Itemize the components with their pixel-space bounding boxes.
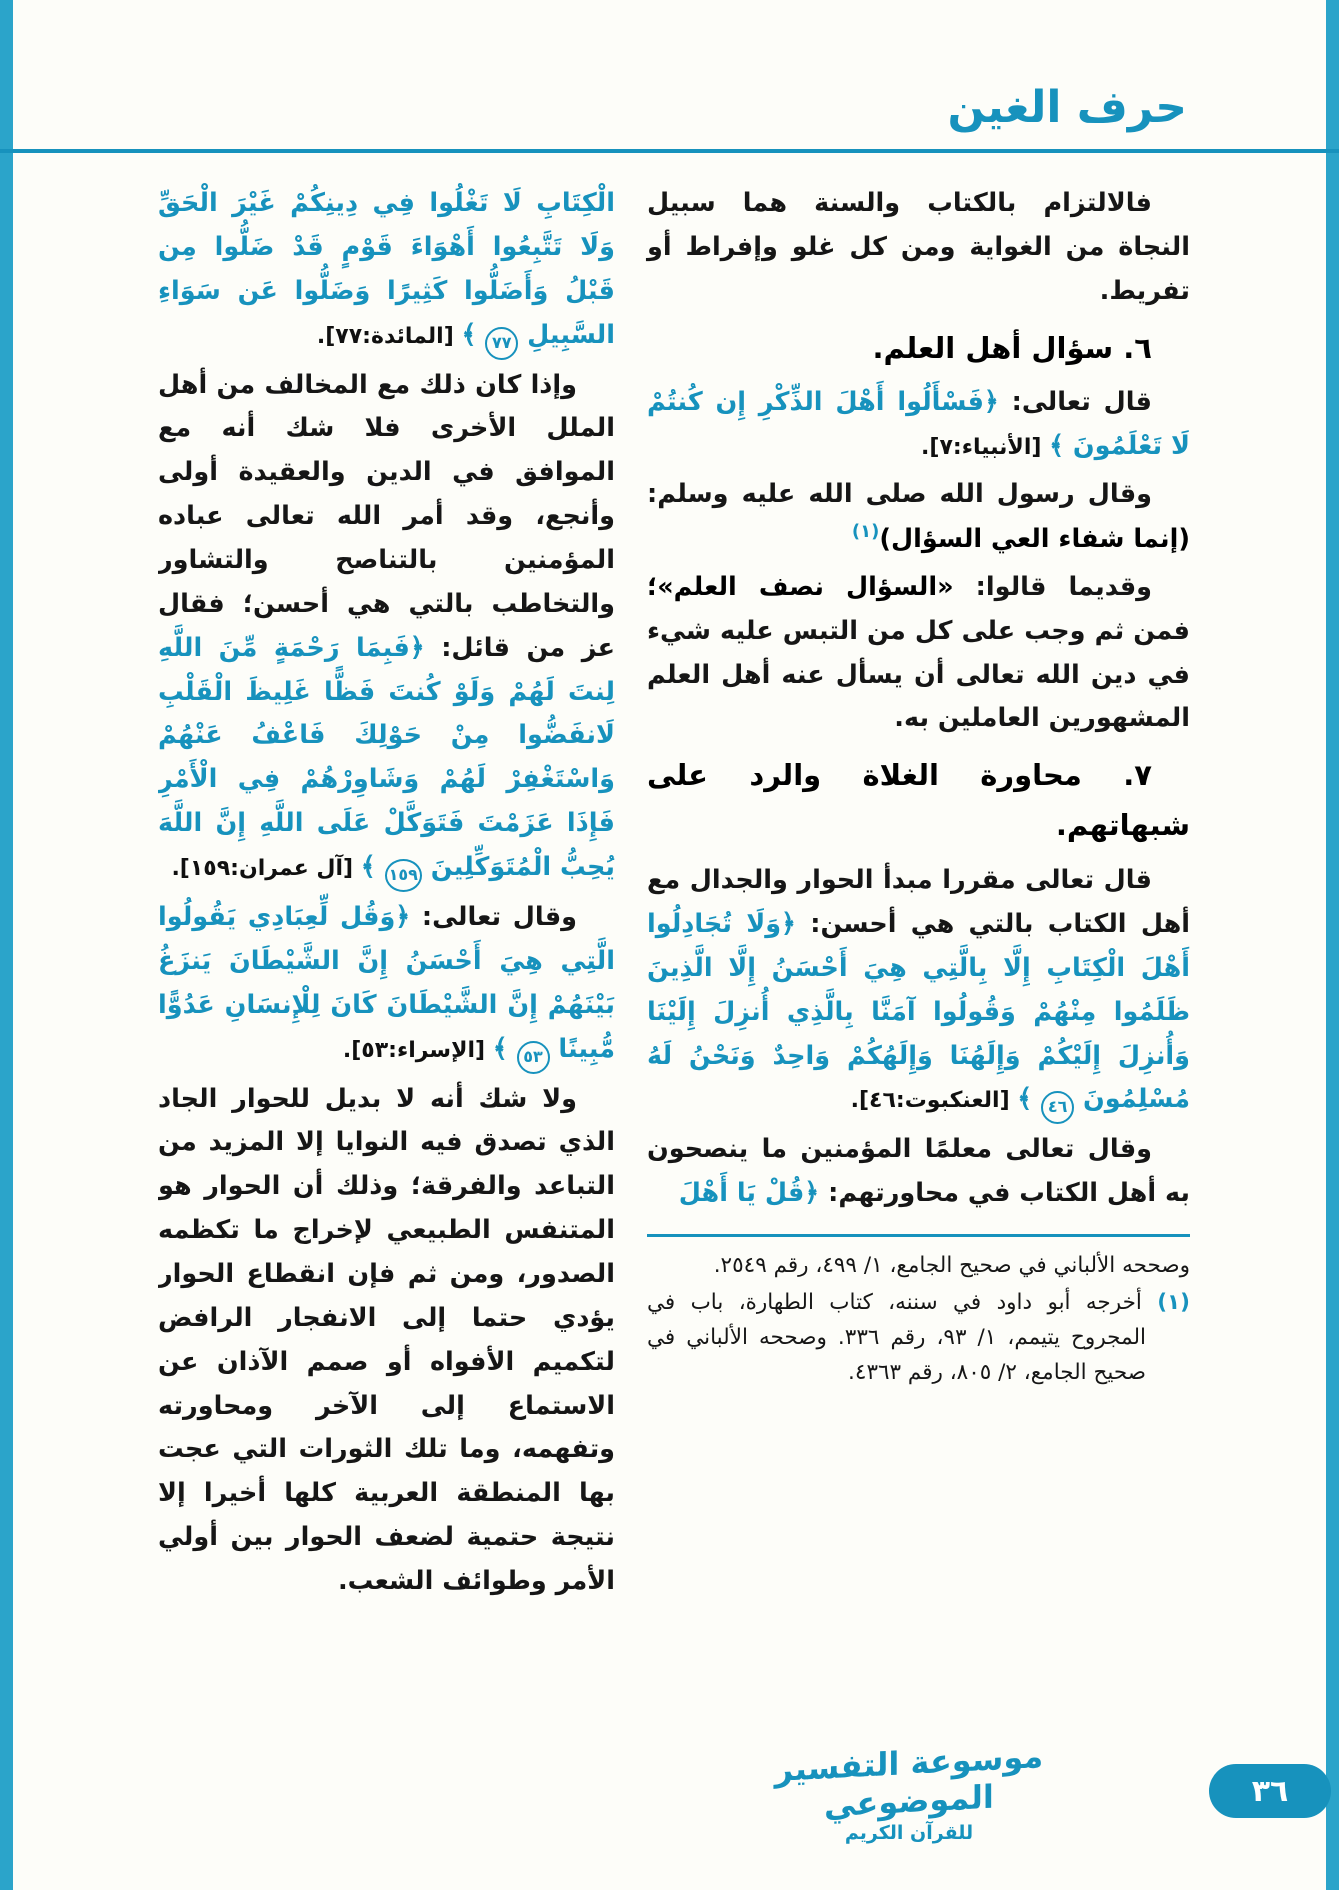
footnote-marker: (١): [1157, 1289, 1190, 1315]
chapter-title: حرف الغين: [947, 82, 1187, 133]
verse-reference: [آل عمران:١٥٩].: [171, 856, 361, 882]
section-heading: ٧. محاورة الغلاة والرد على شبهاتهم.: [647, 758, 1190, 843]
publisher-logo-title: موسوعة التفسير الموضوعي: [774, 1736, 1044, 1825]
body-text: وقال تعالى:: [410, 902, 577, 933]
ayah-number: ٥٣: [517, 1041, 550, 1074]
body-text: وإذا كان ذلك مع المخالف من أهل الملل الأخرى فلا شك أنه مع الموافق في الدين والعقيدة أولى وأنجع، وقد أمر الله تعالى عباده المؤمنين بالتناصح والتشاور والتخاطب بالتي هي أحسن؛ فقال عز من قائل:: [158, 369, 615, 663]
left-column: [158, 182, 615, 1757]
page-edge-left-decoration: [0, 0, 13, 1890]
quran-quote: ﴿وَقُل لِّعِبَادِي يَقُولُوا الَّتِي هِيَ أَحْسَنُ إِنَّ الشَّيْطَانَ يَنزَغُ بَيْنَهُمْ إِنَّ الشَّيْطَانَ كَانَ لِلْإِنسَانِ عَدُوًّا مُّبِينًا: [158, 902, 615, 1064]
paragraph: [647, 381, 1190, 469]
publisher-logo-subtitle: للقرآن الكريم: [844, 1822, 974, 1844]
paragraph: [158, 1078, 615, 1604]
quran-quote-close: ﴾: [492, 1033, 517, 1064]
verse-reference: [الإسراء:٥٣].: [342, 1037, 493, 1063]
footnote-continuation: وصححه الألباني في صحيح الجامع، ١/ ٤٩٩، رقم ٢٥٤٩.: [713, 1253, 1190, 1279]
quran-quote-close: ﴾: [360, 852, 385, 883]
quran-quote: ﴿فَسْأَلُوا أَهْلَ الذِّكْرِ إِن كُنتُمْ لَا تَعْلَمُونَ ﴾: [647, 387, 1190, 462]
paragraph: [647, 182, 1190, 314]
ayah-number: ٤٦: [1041, 1091, 1074, 1124]
right-column: [647, 182, 1190, 1757]
hadith-text: (إنما شفاء العي السؤال): [879, 524, 1190, 555]
header-divider: [0, 149, 1339, 153]
paragraph: [647, 566, 1190, 741]
footnotes: [647, 1249, 1190, 1390]
quran-quote: ﴿وَلَا تُجَادِلُوا أَهْلَ الْكِتَابِ إِلَّا بِالَّتِي هِيَ أَحْسَنُ إِلَّا الَّذِينَ ظَلَمُوا مِنْهُمْ وَقُولُوا آمَنَّا بِالَّذِي أُنزِلَ إِلَيْنَا وَأُنزِلَ إِلَيْكُمْ وَإِلَهُنَا وَإِلَهُكُمْ وَاحِدٌ وَنَحْنُ لَهُ مُسْلِمُونَ: [647, 908, 1190, 1115]
footnote-text: أخرجه أبو داود في سننه، كتاب الطهارة، باب في المجروح يتيمم، ١/ ٩٣، رقم ٣٣٦. وصححه الألباني في صحيح الجامع، ٢/ ٨٠٥، رقم ٤٣٦٣.: [647, 1289, 1158, 1385]
footnote-divider: [647, 1234, 1190, 1237]
body-text: قال تعالى مقررا مبدأ الحوار والجدال مع أهل الكتاب بالتي هي أحسن:: [647, 865, 1190, 939]
footnote: [647, 1286, 1190, 1390]
body-text: قال تعالى:: [998, 387, 1152, 418]
footnote-reference: (١): [851, 521, 880, 543]
quoted-saying: «السؤال نصف العلم»؛: [647, 571, 954, 602]
ayah-number: ٧٧: [485, 327, 518, 360]
body-text: وقال رسول الله صلى الله عليه وسلم:: [647, 479, 1152, 510]
body-text: فالالتزام بالكتاب والسنة هما سبيل النجاة من الغواية ومن كل غلو وإفراط أو تفريط.: [647, 188, 1190, 306]
quran-quote: ﴿فَبِمَا رَحْمَةٍ مِّنَ اللَّهِ لِنتَ لَهُمْ وَلَوْ كُنتَ فَظًّا غَلِيظَ الْقَلْبِ لَانفَضُّوا مِنْ حَوْلِكَ فَاعْفُ عَنْهُمْ وَاسْتَغْفِرْ لَهُمْ وَشَاوِرْهُمْ فِي الْأَمْرِ فَإِذَا عَزَمْتَ فَتَوَكَّلْ عَلَى اللَّهِ إِنَّ اللَّهَ يُحِبُّ الْمُتَوَكِّلِينَ: [158, 632, 615, 883]
publisher-logo: [759, 1736, 1059, 1844]
body-text: ولا شك أنه لا بديل للحوار الجاد الذي تصدق فيه النوايا إلا المزيد من التباعد والفرقة؛ وذلك أن الحوار هو المتنفس الطبيعي لإخراج ما تكظمه الصدور، ومن ثم فإن انقطاع الحوار يؤدي حتما إلى الانفجار الرافض لتكميم الأفواه أو صمم الآذان عن الاستماع إلى الآخر ومحاورته وتفهمه، وما تلك الثورات التي عجت بها المنطقة العربية كلها أخيرا إلا نتيجة حتمية لضعف الحوار بين أولي الأمر وطوائف الشعب.: [158, 1083, 615, 1597]
paragraph: [647, 473, 1190, 562]
verse-reference: [العنكبوت:٤٦].: [850, 1088, 1018, 1114]
verse-reference: [المائدة:٧٧].: [316, 323, 462, 349]
paragraph: [158, 896, 615, 1074]
body-text: وقديما قالوا:: [953, 571, 1152, 602]
paragraph: [647, 859, 1190, 1124]
ayah-number: ١٥٩: [385, 859, 422, 892]
quran-quote: الْكِتَابِ لَا تَغْلُوا فِي دِينِكُمْ غَيْرَ الْحَقِّ وَلَا تَتَّبِعُوا أَهْوَاءَ قَوْمٍ قَدْ ضَلُّوا مِن قَبْلُ وَأَضَلُّوا كَثِيرًا وَضَلُّوا عَن سَوَاءِ السَّبِيلِ: [158, 188, 615, 350]
quran-quote-close: ﴾: [1017, 1084, 1042, 1115]
page-edge-right-decoration: [1326, 0, 1339, 1890]
paragraph: [647, 1128, 1190, 1216]
paragraph: [158, 364, 615, 892]
section-heading: ٦. سؤال أهل العلم.: [872, 330, 1152, 365]
page-number: ٣٦: [1251, 1773, 1289, 1809]
text-columns: [158, 182, 1190, 1757]
verse-reference: [الأنبياء:٧].: [921, 435, 1050, 461]
body-text: فمن ثم وجب على كل من التبس عليه شيء في دين الله تعالى أن يسأل عنه أهل العلم المشهورين العاملين به.: [647, 615, 1190, 734]
page-number-badge: [1209, 1764, 1331, 1818]
quran-quote: ﴿قُلْ يَا أَهْلَ: [678, 1178, 820, 1209]
paragraph: [158, 182, 615, 360]
quran-quote-close: ﴾: [461, 319, 486, 350]
body-text: وقال تعالى معلمًا المؤمنين ما ينصحون به أهل الكتاب في محاورتهم:: [647, 1134, 1190, 1209]
